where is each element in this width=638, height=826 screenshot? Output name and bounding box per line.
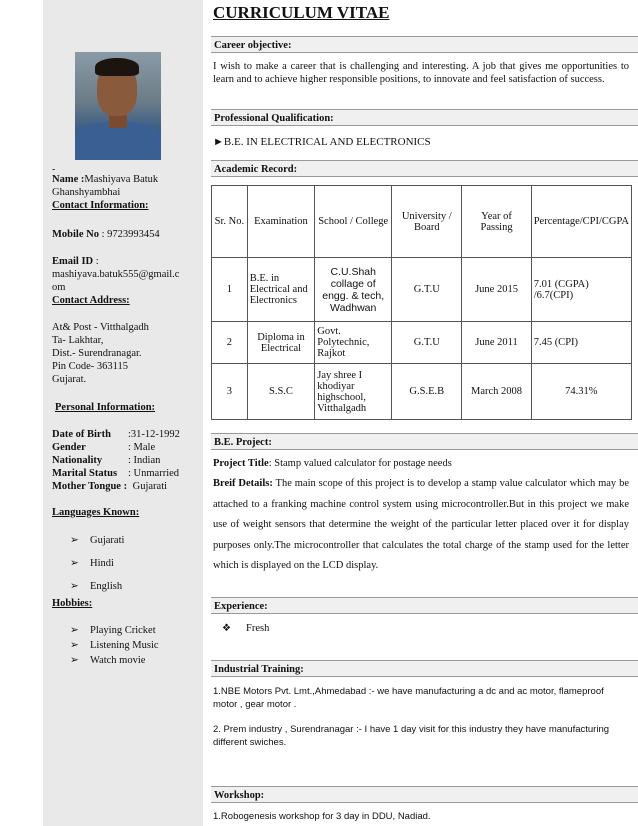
hobby-item xyxy=(70,654,145,666)
personal-heading: Personal Information: xyxy=(55,402,156,413)
personal-value: :31-12-1992 xyxy=(128,429,180,440)
cell-school: Govt. Polytechnic, Rajkot xyxy=(315,322,392,364)
workshop-item: 1.Robogenesis workshop for 3 day in DDU, Nadiad. xyxy=(213,811,431,822)
col-header: University / Board xyxy=(392,186,462,258)
address-line: Gujarat. xyxy=(52,374,87,385)
col-header: Sr. No. xyxy=(212,186,248,258)
personal-label: Mother Tongue : xyxy=(52,481,128,492)
arrow-bullet-icon: ➢ xyxy=(70,581,79,592)
profile-photo xyxy=(75,52,161,160)
contact-heading: Contact Information: xyxy=(52,200,149,211)
email-value: mashiyava.batuk555@gmail.c xyxy=(52,269,180,280)
page-title: CURRICULUM VITAE xyxy=(213,3,390,22)
table-row xyxy=(212,258,632,322)
mobile-label: Mobile No xyxy=(52,229,99,240)
cell-score: 7.45 (CPI) xyxy=(531,322,631,364)
address-line: At& Post - Vitthalgadh xyxy=(52,322,149,333)
cell-school: C.U.Shah collage of engg. & tech, Wadhwan xyxy=(315,258,392,322)
name-value-line2: Ghanshyambhai xyxy=(52,187,121,198)
experience-item xyxy=(222,622,638,635)
cell-exam: B.E. in Electrical and Electronics xyxy=(247,258,315,322)
personal-row xyxy=(52,441,180,454)
address-line: Ta- Lakhtar, xyxy=(52,335,104,346)
project-title-label: Project Title xyxy=(213,458,269,469)
col-header: Examination xyxy=(247,186,315,258)
email-value-line2: om xyxy=(52,282,66,293)
project-heading: B.E. Project: xyxy=(211,433,638,450)
experience-item-text: Fresh xyxy=(246,623,270,634)
personal-value: : Indian xyxy=(128,455,161,466)
mobile-line xyxy=(52,228,160,241)
language-item-text: Hindi xyxy=(90,558,114,569)
academic-table xyxy=(211,185,632,420)
personal-row xyxy=(52,454,180,467)
language-item-text: Gujarati xyxy=(90,535,125,546)
cell-board: G.S.E.B xyxy=(392,364,462,420)
mobile-value: : 9723993454 xyxy=(98,229,160,240)
language-item xyxy=(70,557,114,569)
cell-score: 74.31% xyxy=(531,364,631,420)
hobbies-heading: Hobbies: xyxy=(52,598,93,609)
separator-dash: - xyxy=(52,164,56,175)
cell-exam: S.S.C xyxy=(247,364,315,420)
name-label: Name : xyxy=(52,174,85,185)
project-title-line xyxy=(213,457,629,470)
hobby-item xyxy=(70,624,156,636)
arrow-bullet-icon: ➢ xyxy=(70,655,79,666)
training-item-1: 1.NBE Motors Pvt. Lmt.,Ahmedabad :- we have manufacturing a dc and ac motor, flameproof motor , gear motor . xyxy=(213,686,604,710)
name-block xyxy=(52,173,158,212)
training-heading: Industrial Training: xyxy=(211,660,638,677)
email-block xyxy=(52,255,179,307)
table-row xyxy=(212,322,632,364)
personal-label: Date of Birth xyxy=(52,429,111,440)
personal-info xyxy=(52,428,180,493)
address-heading: Contact Address: xyxy=(52,295,130,306)
language-item xyxy=(70,534,124,546)
hobby-item-text: Watch movie xyxy=(90,655,146,666)
address-block xyxy=(52,321,149,386)
address-line: Dist.- Surendranagar. xyxy=(52,348,142,359)
personal-row xyxy=(52,428,180,441)
personal-label: Nationality xyxy=(52,455,103,466)
cell-exam: Diploma in Electrical xyxy=(247,322,315,364)
personal-label: Gender xyxy=(52,442,86,453)
cell-year: June 2015 xyxy=(462,258,531,322)
col-header: Year of Passing xyxy=(462,186,531,258)
project-details-text: The main scope of this project is to develop a stamp value calculator which may be attached to a franking machine control system using microcontroller.But in this project we make use of weight sensors that determine the weight of the particular letter placed over it for display purposes only.The microcontroller that calculates the total charge of the stamp used for the letter which is displayed on the LCD display. xyxy=(213,478,629,571)
language-item xyxy=(70,580,122,592)
languages-heading: Languages Known: xyxy=(52,507,140,518)
col-header: School / College xyxy=(315,186,392,258)
personal-value: Gujarati xyxy=(130,481,168,492)
cell-school: Jay shree I khodiyar highschool, Vitthalgadh xyxy=(315,364,392,420)
diamond-bullet-icon: ❖ xyxy=(222,623,231,634)
training-item-2: 2. Prem industry , Surendranagar :- I have 1 day visit for this industry they have manufacturing different swiches. xyxy=(213,724,610,748)
arrow-bullet-icon: ➢ xyxy=(70,640,79,651)
project-details xyxy=(213,474,629,577)
hobby-item xyxy=(70,639,159,651)
personal-row xyxy=(52,467,180,480)
arrow-bullet-icon: ➢ xyxy=(70,535,79,546)
arrow-bullet-icon: ➢ xyxy=(70,625,79,636)
name-value: Mashiyava Batuk xyxy=(84,174,159,185)
table-row xyxy=(212,364,632,420)
cell-year: June 2011 xyxy=(462,322,531,364)
cell-sr: 2 xyxy=(212,322,248,364)
workshop-heading: Workshop: xyxy=(211,786,638,803)
qualification-text: ►B.E. IN ELECTRICAL AND ELECTRONICS xyxy=(213,136,431,148)
project-title-value: : Stamp valued calculator for postage needs xyxy=(268,458,452,469)
email-colon: : xyxy=(93,256,99,267)
hobby-item-text: Playing Cricket xyxy=(90,625,156,636)
academic-heading: Academic Record: xyxy=(211,160,638,177)
qualification-heading: Professional Qualification: xyxy=(211,109,638,126)
cell-board: G.T.U xyxy=(392,322,462,364)
experience-heading: Experience: xyxy=(211,597,638,614)
cell-sr: 1 xyxy=(212,258,248,322)
career-heading: Career objective: xyxy=(211,36,638,53)
personal-value: : Male xyxy=(128,442,156,453)
address-line: Pin Code- 363115 xyxy=(52,361,129,372)
cell-sr: 3 xyxy=(212,364,248,420)
project-details-label: Breif Details: xyxy=(213,478,273,489)
career-text: I wish to make a career that is challenging and interesting. A job that gives me opportunities to learn and to achieve higher responsible positions, to innovate and feel satisfaction of success. xyxy=(213,61,629,85)
col-header: Percentage/CPI/CGPA xyxy=(531,186,631,258)
language-item-text: English xyxy=(90,581,123,592)
personal-value: : Unmarried xyxy=(128,468,180,479)
hobby-item-text: Listening Music xyxy=(90,640,159,651)
personal-row xyxy=(52,480,180,493)
personal-label: Marital Status xyxy=(52,468,118,479)
table-header-row xyxy=(212,186,632,258)
email-label: Email ID xyxy=(52,256,94,267)
cell-score: 7.01 (CGPA) /6.7(CPI) xyxy=(531,258,631,322)
arrow-bullet-icon: ➢ xyxy=(70,558,79,569)
cell-board: G.T.U xyxy=(392,258,462,322)
cell-year: March 2008 xyxy=(462,364,531,420)
